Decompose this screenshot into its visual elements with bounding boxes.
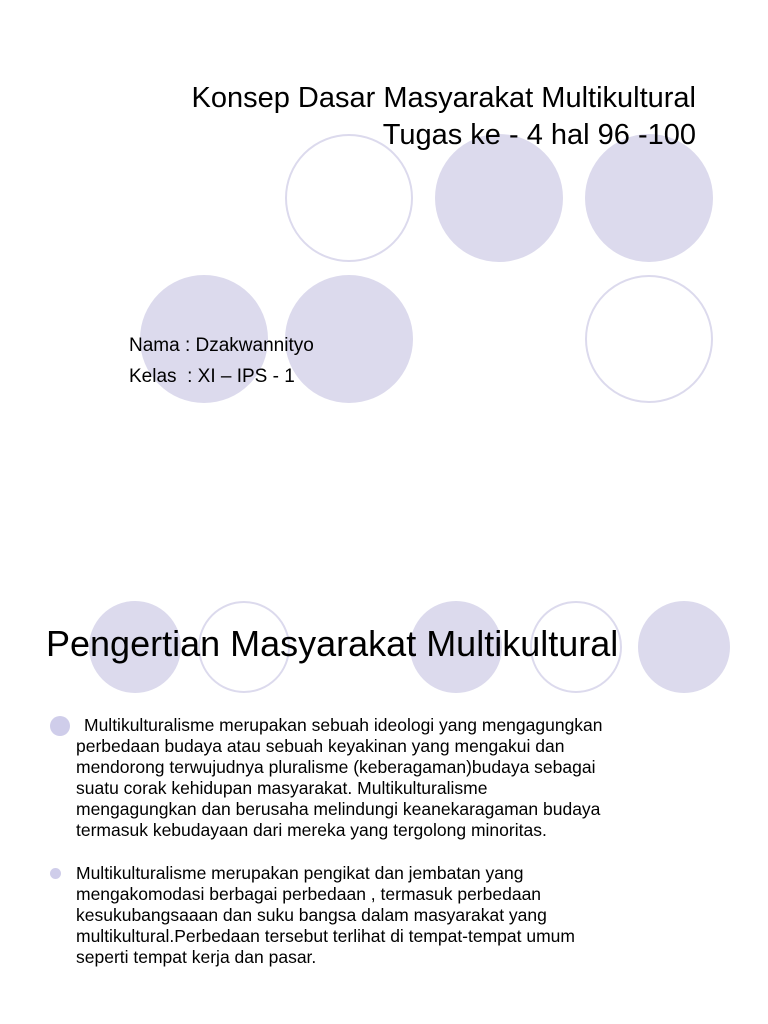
title-block bbox=[192, 80, 696, 154]
bullet-list bbox=[45, 715, 735, 968]
slide-subtitle-text: Tugas ke - 4 hal 96 -100 bbox=[382, 119, 696, 151]
decorative-circle-filled bbox=[638, 601, 730, 693]
student-class: Kelas : XI – IPS - 1 bbox=[129, 366, 295, 387]
bullet-icon bbox=[50, 868, 61, 879]
slide-heading: Pengertian Masyarakat Multikultural bbox=[46, 623, 619, 664]
slide-content bbox=[0, 560, 768, 1024]
bullet-text bbox=[76, 715, 735, 841]
bullet-line: mengakomodasi berbagai perbedaan , termasuk perbedaan bbox=[76, 884, 542, 904]
bullet-icon bbox=[50, 716, 70, 736]
bullet-text bbox=[76, 863, 735, 968]
decorative-circle-outline bbox=[585, 275, 713, 403]
bullet-line: mendorong terwujudnya pluralisme (keberagaman)budaya sebagai bbox=[76, 757, 596, 777]
bullet-line: mengagungkan dan berusaha melindungi keanekaragaman budaya bbox=[76, 799, 601, 819]
bullet-item bbox=[45, 863, 735, 968]
bullet-line: Multikulturalisme merupakan pengikat dan jembatan yang bbox=[76, 863, 524, 883]
bullet-line: multikultural.Perbedaan tersebut terlihat di tempat-tempat umum bbox=[76, 926, 575, 946]
bullet-line: seperti tempat kerja dan pasar. bbox=[76, 947, 317, 967]
bullet-item bbox=[45, 715, 735, 841]
bullet-line: suatu corak kehidupan masyarakat. Multikulturalisme bbox=[76, 778, 488, 798]
bullet-line: Multikulturalisme merupakan sebuah ideologi yang mengagungkan bbox=[84, 715, 603, 735]
bullet-line: kesukubangsaaan dan suku bangsa dalam masyarakat yang bbox=[76, 905, 547, 925]
bullet-line: termasuk kebudayaan dari mereka yang tergolong minoritas. bbox=[76, 820, 547, 840]
student-name: Nama : Dzakwannityo bbox=[129, 335, 314, 356]
student-identity bbox=[129, 330, 314, 392]
slide-title-text: Konsep Dasar Masyarakat Multikultural bbox=[191, 82, 696, 114]
bullet-line: perbedaan budaya atau sebuah keyakinan yang mengakui dan bbox=[76, 736, 565, 756]
